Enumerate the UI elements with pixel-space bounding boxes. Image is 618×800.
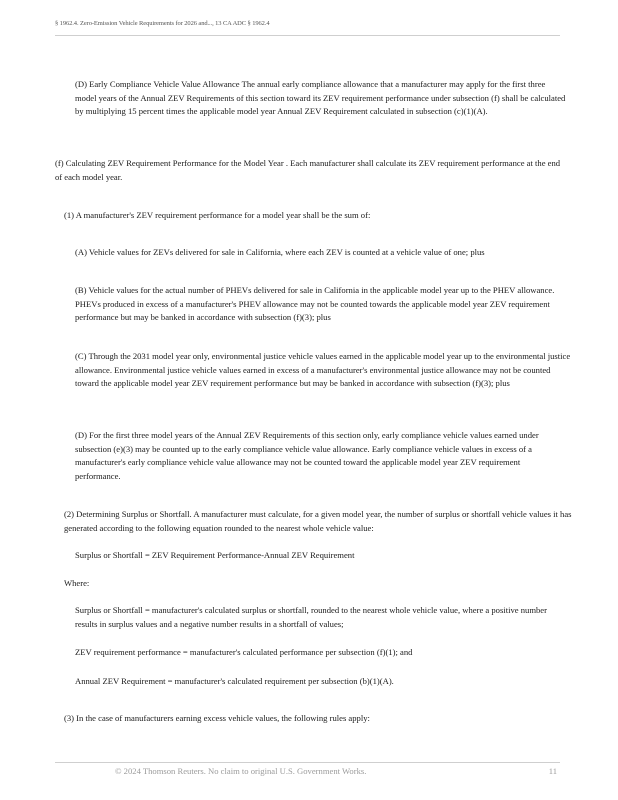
paragraph-f-2: (2) Determining Surplus or Shortfall. A manufacturer must calculate, for a given model year, the number of surplus or shortfall vehicle values it has generated according to the following equation rounded to the nearest whole vehicle value: — [64, 509, 572, 533]
copyright-notice: © 2024 Thomson Reuters. No claim to original U.S. Government Works. — [115, 766, 367, 776]
page-number: 11 — [548, 766, 557, 776]
paragraph-f-1-a: (A) Vehicle values for ZEVs delivered for sale in California, where each ZEV is counted at a vehicle value of one; plus — [75, 247, 485, 257]
definition-annual-zev-requirement: Annual ZEV Requirement = manufacturer's calculated requirement per subsection (b)(1)(A). — [75, 676, 394, 686]
paragraph-f-3: (3) In the case of manufacturers earning excess vehicle values, the following rules apply: — [64, 713, 370, 723]
paragraph-e-d: (D) Early Compliance Vehicle Value Allowance The annual early compliance allowance that a manufacturer may apply for the first three model years of the Annual ZEV Requirements of this section toward its ZEV requirement performance under subsection (f) shall be calculated by multiplying 15 percent times the applicable model year Annual ZEV Requirement calculated in subsection (c)(1)(A). — [75, 79, 566, 117]
paragraph-f: (f) Calculating ZEV Requirement Performance for the Model Year . Each manufacturer shall calculate its ZEV requirement performance at the end of each model year. — [55, 158, 561, 182]
footer-divider — [55, 762, 560, 763]
paragraph-f-1-d: (D) For the first three model years of the Annual ZEV Requirements of this section only, early compliance vehicle values earned under subsection (e)(3) may be counted up to the early compliance vehicle value allowance. Early compliance vehicle values in excess of a manufacturer's early compliance vehicle value allowance may not be counted toward the applicable model year ZEV requirement performance. — [75, 430, 539, 481]
header-divider — [55, 35, 560, 36]
running-header: § 1962.4. Zero-Emission Vehicle Requirements for 2026 and..., 13 CA ADC § 1962.4 — [55, 20, 270, 27]
equation-surplus-shortfall: Surplus or Shortfall = ZEV Requirement Performance-Annual ZEV Requirement — [75, 550, 355, 560]
paragraph-f-1-b: (B) Vehicle values for the actual number of PHEVs delivered for sale in California in the applicable model year up to the PHEV allowance. PHEVs produced in excess of a manufacturer's PHEV allowance may not be counted towards the applicable model year ZEV requirement performance but may be banked in accordance with subsection (f)(3); plus — [75, 285, 555, 323]
paragraph-f-1-c: (C) Through the 2031 model year only, environmental justice vehicle values earned in the applicable model year up to the environmental justice allowance. Environmental justice vehicle values earned in excess of a manufacturer's environmental justice allowance may not be counted toward the applicable model year ZEV requirement performance but may be banked in accordance with subsection (f)(3); plus — [75, 351, 571, 389]
where-label: Where: — [64, 578, 90, 588]
paragraph-f-1: (1) A manufacturer's ZEV requirement performance for a model year shall be the sum of: — [64, 210, 371, 220]
page-footer — [55, 766, 560, 778]
definition-surplus-shortfall: Surplus or Shortfall = manufacturer's calculated surplus or shortfall, rounded to the nearest whole vehicle value, where a positive number results in surplus values and a negative number results in a shortfall of values; — [75, 605, 547, 629]
definition-zev-performance: ZEV requirement performance = manufacturer's calculated performance per subsection (f)(1); and — [75, 647, 413, 657]
